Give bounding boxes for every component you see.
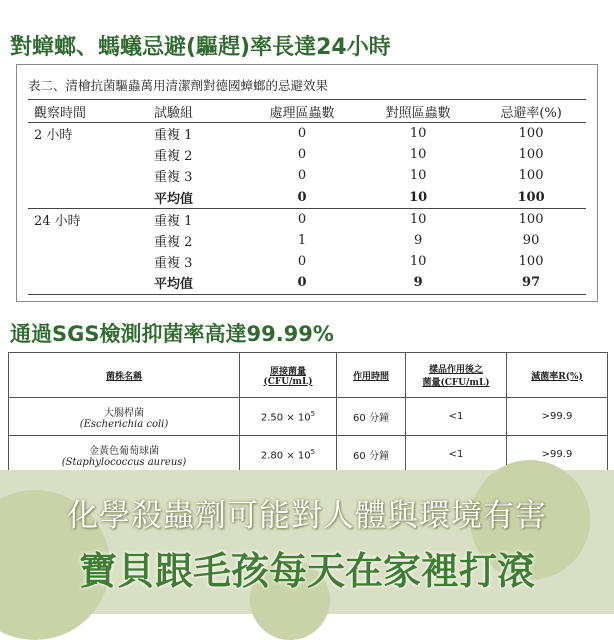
cell-group: 重複 1 [154,213,193,229]
inoculum-header: 原接菌量 (CFU/mL) [263,366,313,387]
col-group: 試驗組 [144,100,244,123]
table-row [28,123,586,145]
cell-reduction: >99.9 [507,436,608,474]
cell-control: 9 [413,233,423,249]
cell-group: 重複 3 [154,256,193,272]
heading-sgs: 通過SGS檢測抑菌率高達99.99% [10,322,334,346]
col-time: 作用時間 [337,353,406,398]
banner-line1: 化學殺蟲劑可能對人體與環境有害 [67,498,547,534]
table-header-row [28,100,586,123]
table-header-row [9,353,608,398]
cell-group: 重複 3 [154,170,193,186]
cell-reduction: >99.9 [507,398,608,436]
cell-time: 60 分鐘 [337,398,406,436]
cell-time [28,165,144,186]
cell-control: 10 [409,211,427,227]
cell-time: 2 小時 [34,128,73,144]
cell-treated: 0 [244,272,360,294]
col-strain: 菌株名稱 [9,353,240,398]
cell-inoculum [240,436,337,474]
table-row [28,144,586,165]
repellent-table-panel [16,64,598,302]
col-reduction: 減菌率R(%) [507,353,608,398]
col-time: 觀察時間 [28,100,144,123]
cell-treated: 0 [297,147,307,163]
cell-control: 10 [409,147,427,163]
cell-control: 10 [409,254,427,270]
antibacterial-table [8,352,608,474]
cell-time: 60 分鐘 [337,436,406,474]
cell-time [28,230,144,251]
cell-after: <1 [406,436,507,474]
col-control: 對照區蟲數 [360,100,476,123]
cell-time [28,251,144,272]
cell-group: 重複 1 [154,128,193,144]
inoculum-value: 2.50 × 10 [260,412,311,424]
col-inoculum [240,353,337,398]
table-row [28,208,586,230]
strain-sci-name: (Staphylococcus aureus) [61,456,187,468]
cell-treated: 0 [297,168,307,184]
table-row [9,398,608,436]
strain-name: 金黃色葡萄球菌 [89,445,159,457]
cell-time: 24 小時 [34,213,81,229]
banner-line2: 寶貝跟毛孩每天在家裡打滾 [78,549,535,593]
cell-after: <1 [406,398,507,436]
table-row-average [28,187,586,209]
col-after [406,353,507,398]
table-row [28,251,586,272]
cell-treated: 0 [244,187,360,209]
cell-group: 重複 2 [154,235,193,251]
cell-treated: 0 [297,126,307,142]
inoculum-value: 2.80 × 10 [260,450,311,462]
repellent-table [28,99,586,295]
cell-group: 平均值 [144,187,244,209]
cell-strain [9,398,240,436]
cell-group: 平均值 [144,272,244,294]
inoculum-exponent: 5 [310,409,316,418]
table-row [28,230,586,251]
strain-sci-name: (Escherichia coli) [79,418,169,430]
cell-rate: 100 [518,126,544,142]
cell-treated: 0 [297,211,307,227]
strain-name: 大腸桿菌 [104,407,144,419]
table-row [28,165,586,186]
cell-inoculum [240,398,337,436]
cell-rate: 100 [518,211,544,227]
cell-rate: 100 [518,147,544,163]
table-caption: 表二、清檜抗菌驅蟲萬用清潔劑對德國蟑螂的忌避效果 [28,78,329,93]
cell-control: 9 [360,272,476,294]
heading-repellent: 對蟑螂、螞蟻忌避(驅趕)率長達24小時 [10,35,391,60]
cell-control: 10 [409,168,427,184]
table-row-average [28,272,586,294]
cell-rate: 90 [522,233,540,249]
cell-rate: 100 [518,254,544,270]
cell-rate: 100 [476,187,586,209]
col-rate: 忌避率(%) [476,100,586,123]
cell-rate: 97 [476,272,586,294]
inoculum-exponent: 5 [310,447,316,456]
cell-time [28,272,144,294]
cell-time [28,144,144,165]
cell-treated: 1 [297,233,307,249]
cell-control: 10 [409,126,427,142]
cell-rate: 100 [518,168,544,184]
cell-time [28,187,144,209]
col-treated: 處理區蟲數 [244,100,360,123]
after-header: 樣品作用後之 菌量(CFU/mL) [422,365,490,388]
cell-treated: 0 [297,254,307,270]
cell-group: 重複 2 [154,149,193,165]
cell-control: 10 [360,187,476,209]
cell-strain [9,436,240,474]
